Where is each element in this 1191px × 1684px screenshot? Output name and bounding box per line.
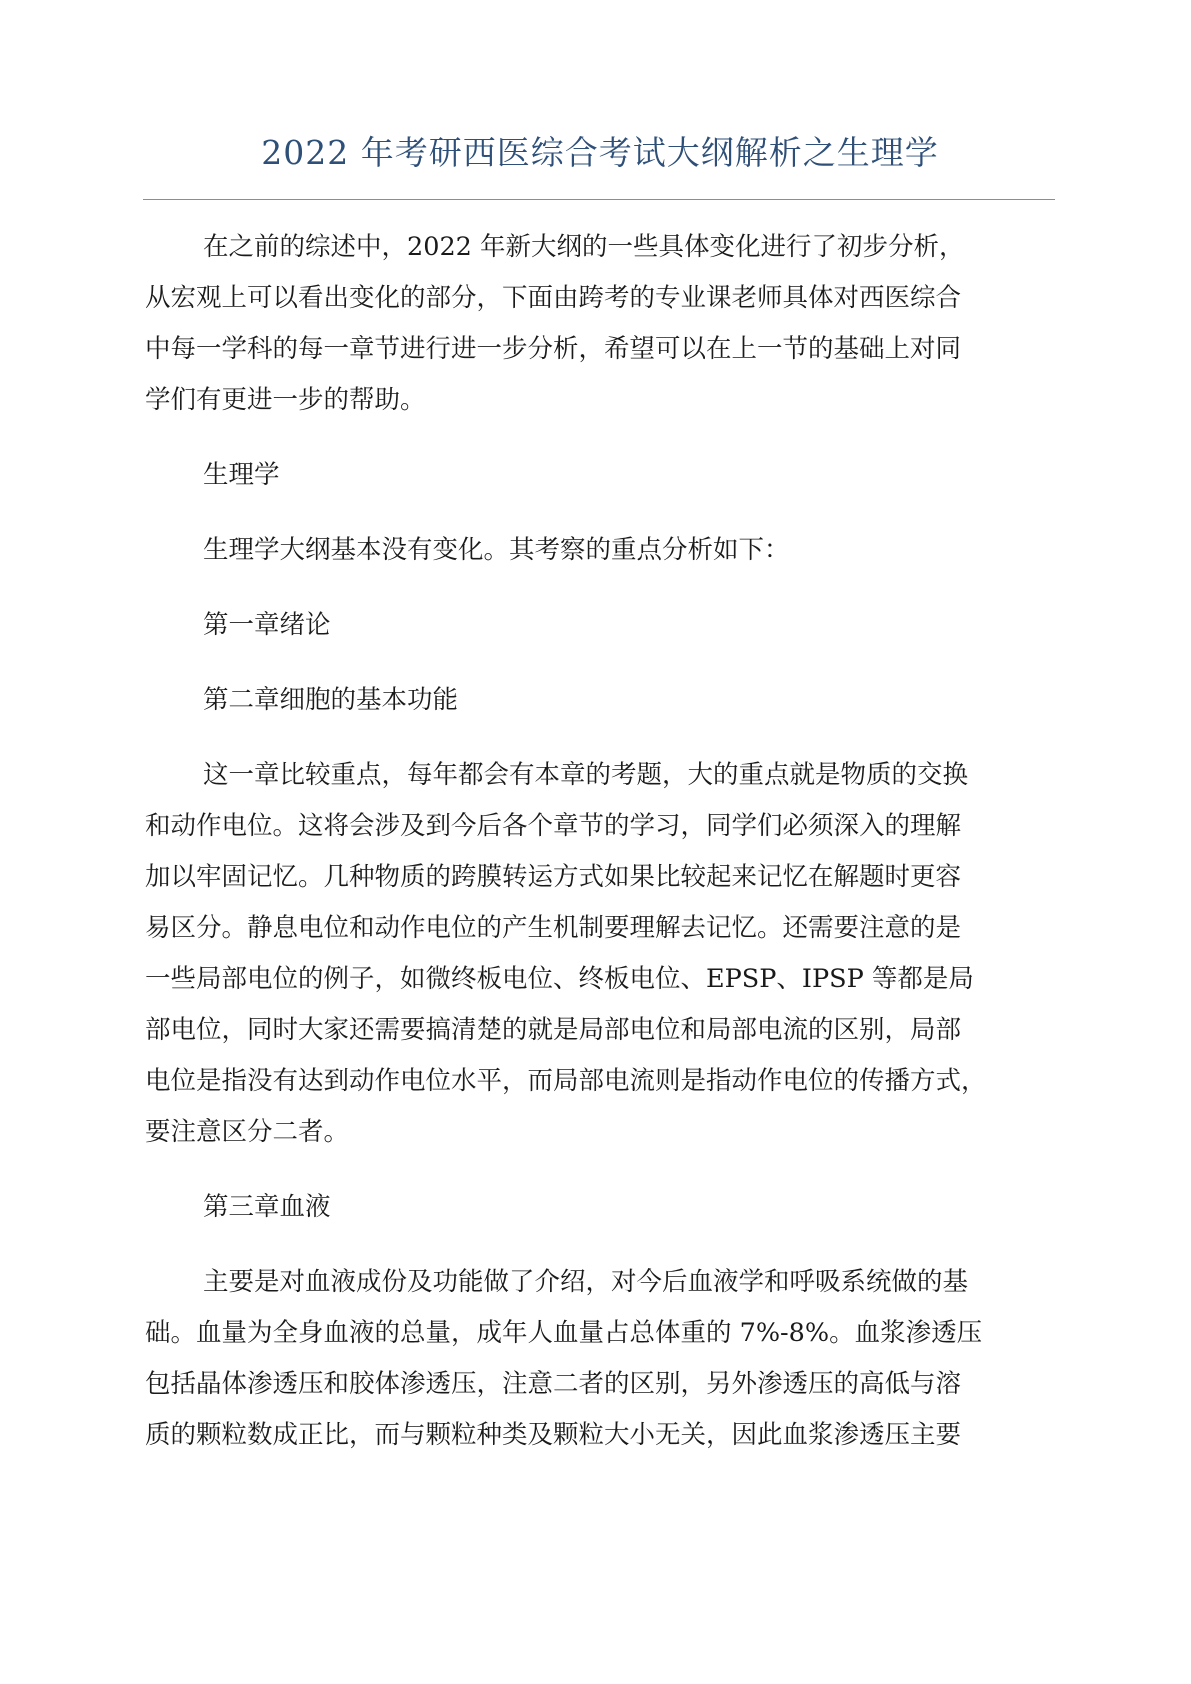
paragraph-chapter-3 <box>145 1257 1065 1461</box>
paragraph-chapter-2 <box>145 750 1065 1158</box>
paragraph-gap <box>145 576 1065 600</box>
text-line: 加以牢固记忆。几种物质的跨膜转运方式如果比较起来记忆在解题时更容 <box>145 862 962 892</box>
section-heading-physiology <box>145 450 1065 501</box>
paragraph-gap <box>145 651 1065 675</box>
text-line: 中每一学科的每一章节进行进一步分析，希望可以在上一节的基础上对同 <box>145 334 962 364</box>
paragraph-gap <box>145 426 1065 450</box>
title-divider <box>143 199 1055 200</box>
text-line: 包括晶体渗透压和胶体渗透压，注意二者的区别，另外渗透压的高低与溶 <box>145 1369 962 1399</box>
text-line: 从宏观上可以看出变化的部分，下面由跨考的专业课老师具体对西医综合 <box>145 283 962 313</box>
text-line: 质的颗粒数成正比，而与颗粒种类及颗粒大小无关，因此血浆渗透压主要 <box>145 1420 962 1450</box>
text-line: 和动作电位。这将会涉及到今后各个章节的学习，同学们必须深入的理解 <box>145 811 962 841</box>
text-line: 易区分。静息电位和动作电位的产生机制要理解去记忆。还需要注意的是 <box>145 913 962 943</box>
paragraph-gap <box>145 1158 1065 1182</box>
text-line: 生理学 <box>203 460 280 490</box>
text-line: 在之前的综述中，2022 年新大纲的一些具体变化进行了初步分析， <box>203 232 965 262</box>
paragraph-gap <box>145 1233 1065 1257</box>
document-title: 2022 年考研西医综合考试大纲解析之生理学 <box>261 133 939 172</box>
paragraph-intro <box>145 222 1065 426</box>
chapter-heading-1 <box>145 600 1065 651</box>
text-line: 要注意区分二者。 <box>145 1117 350 1147</box>
document-body <box>145 222 1065 1461</box>
text-line: 生理学大纲基本没有变化。其考察的重点分析如下： <box>203 535 790 565</box>
paragraph-gap <box>145 501 1065 525</box>
text-line: 础。血量为全身血液的总量，成年人血量占总体重的 7%-8%。血浆渗透压 <box>145 1318 983 1348</box>
text-line: 这一章比较重点，每年都会有本章的考题，大的重点就是物质的交换 <box>203 760 969 790</box>
paragraph-gap <box>145 726 1065 750</box>
text-line: 一些局部电位的例子，如微终板电位、终板电位、EPSP、IPSP 等都是局 <box>145 964 974 994</box>
text-line: 第二章细胞的基本功能 <box>203 685 459 715</box>
text-line: 电位是指没有达到动作电位水平，而局部电流则是指动作电位的传播方式， <box>145 1066 987 1096</box>
chapter-heading-2 <box>145 675 1065 726</box>
text-line: 第三章血液 <box>203 1192 331 1222</box>
text-line: 学们有更进一步的帮助。 <box>145 385 426 415</box>
chapter-heading-3 <box>145 1182 1065 1233</box>
paragraph-summary <box>145 525 1065 576</box>
text-line: 主要是对血液成份及功能做了介绍，对今后血液学和呼吸系统做的基 <box>203 1267 969 1297</box>
text-line: 部电位，同时大家还需要搞清楚的就是局部电位和局部电流的区别，局部 <box>145 1015 962 1045</box>
text-line: 第一章绪论 <box>203 610 331 640</box>
